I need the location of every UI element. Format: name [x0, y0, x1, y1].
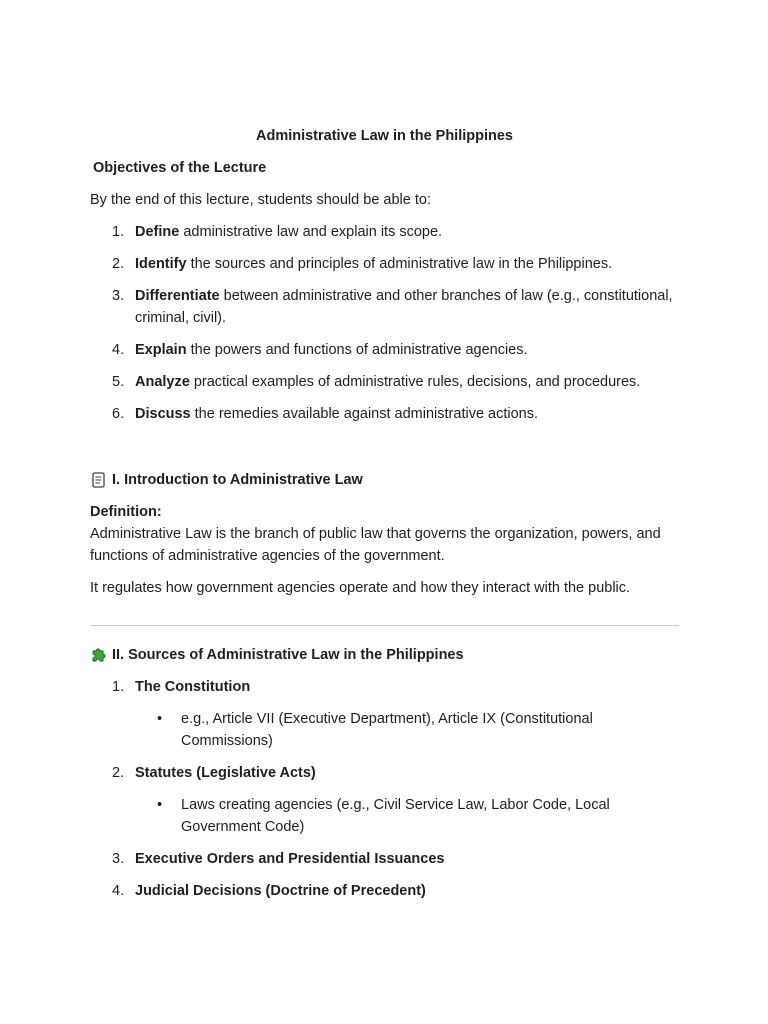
- sources-list: [90, 676, 679, 902]
- source-subitem: • Laws creating agencies (e.g., Civil Service Law, Labor Code, Local Government Code): [135, 794, 679, 838]
- bullet-icon: •: [157, 711, 163, 727]
- puzzle-icon: [90, 646, 108, 664]
- source-sublist: [135, 794, 679, 838]
- section-divider: [90, 625, 679, 626]
- definition-text: Administrative Law is the branch of public law that governs the organization, powers, and functions of administrative agencies of the government.: [90, 526, 661, 564]
- section-1-heading: I. Introduction to Administrative Law: [90, 469, 679, 491]
- section-2-heading: II. Sources of Administrative Law in the Philippines: [90, 644, 679, 666]
- definition-label: Definition:: [90, 504, 162, 520]
- scroll-icon: [90, 471, 108, 489]
- objective-item: 4. Explain the powers and functions of administrative agencies.: [112, 342, 528, 358]
- objective-item: 5. Analyze practical examples of administrative rules, decisions, and procedures.: [112, 374, 641, 390]
- section-1-paragraph: It regulates how government agencies operate and how they interact with the public.: [90, 580, 631, 596]
- objectives-heading: Objectives of the Lecture: [93, 160, 267, 176]
- document-title: Administrative Law in the Philippines: [255, 128, 513, 144]
- source-item: 1. The Constitution • e.g., Article VII (Executive Department), Article IX (Constitutional Commissions): [90, 676, 679, 752]
- objective-item: 3. Differentiate between administrative and other branches of law (e.g., constitutional, criminal, civil).: [112, 288, 673, 326]
- source-sublist: [135, 708, 679, 752]
- objective-item: 6. Discuss the remedies available against administrative actions.: [112, 406, 539, 422]
- bullet-icon: •: [157, 797, 163, 813]
- source-subitem: • e.g., Article VII (Executive Department), Article IX (Constitutional Commissions): [135, 708, 679, 752]
- objective-item: 1. Define administrative law and explain its scope.: [112, 224, 443, 240]
- source-item: 2. Statutes (Legislative Acts) • Laws creating agencies (e.g., Civil Service Law, Labor Code, Local Government Code): [90, 762, 679, 838]
- objective-item: 2. Identify the sources and principles of administrative law in the Philippines.: [112, 256, 613, 272]
- objectives-intro: By the end of this lecture, students should be able to:: [90, 192, 431, 208]
- objectives-list: [90, 221, 679, 425]
- source-item: 4. Judicial Decisions (Doctrine of Precedent): [112, 883, 426, 899]
- source-item: 3. Executive Orders and Presidential Issuances: [112, 851, 445, 867]
- document-page: [90, 125, 679, 912]
